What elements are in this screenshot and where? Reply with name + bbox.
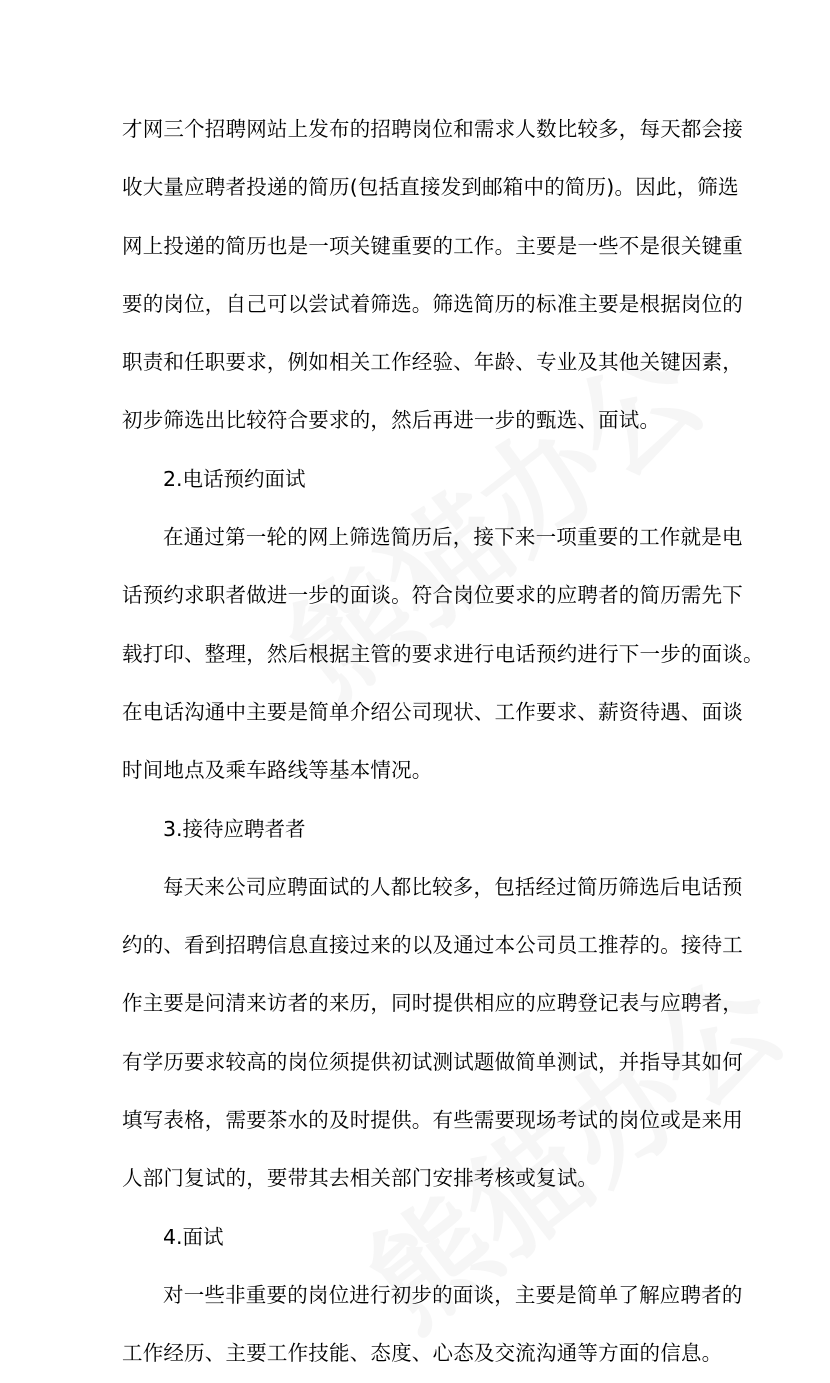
body-paragraph [122,1266,743,1383]
text-line: 收大量应聘者投递的简历(包括直接发到邮箱中的简历)。因此，筛选 [122,175,739,200]
text-line: 每天来公司应聘面试的人都比较多，包括经过简历筛选后电话预 [163,874,743,899]
text-line: 网上投递的简历也是一项关键重要的工作。主要是一些不是很关键重 [122,233,743,258]
text-line: 作主要是问清来访者的来历，同时提供相应的应聘登记表与应聘者， [122,991,743,1016]
text-line: 初步筛选出比较符合要求的，然后再进一步的甄选、面试。 [122,408,661,433]
text-line: 话预约求职者做进一步的面谈。符合岗位要求的应聘者的简历需先下 [122,583,743,608]
section-heading: 3.接待应聘者者 [163,816,306,841]
text-line: 填写表格，需要茶水的及时提供。有些需要现场考试的岗位或是来用 [122,1108,743,1133]
body-paragraph [122,858,743,1208]
text-line: 人部门复试的，要带其去相关部门安排考核或复试。 [122,1166,599,1191]
text-line: 要的岗位，自己可以尝试着筛选。筛选简历的标准主要是根据岗位的 [122,291,743,316]
body-paragraph [122,508,764,799]
body-paragraph [122,100,743,450]
text-line: 约的、看到招聘信息直接过来的以及通过本公司员工推荐的。接待工 [122,933,743,958]
section-heading: 2.电话预约面试 [163,466,306,491]
text-line: 才网三个招聘网站上发布的招聘岗位和需求人数比较多，每天都会接 [122,117,743,141]
text-line: 在通过第一轮的网上筛选简历后，接下来一项重要的工作就是电 [163,525,743,550]
text-line: 工作经历、主要工作技能、态度、心态及交流沟通等方面的信息。 [122,1341,723,1366]
text-line: 职责和任职要求，例如相关工作经验、年龄、专业及其他关键因素， [122,350,743,375]
text-line: 在电话沟通中主要是简单介绍公司现状、工作要求、薪资待遇、面谈 [122,699,743,724]
text-line: 对一些非重要的岗位进行初步的面谈，主要是简单了解应聘者的 [163,1282,743,1307]
section-heading: 4.面试 [163,1224,224,1249]
text-line: 有学历要求较高的岗位须提供初试测试题做简单测试，并指导其如何 [122,1049,743,1074]
document-body [122,100,764,1383]
text-line: 时间地点及乘车路线等基本情况。 [122,758,433,783]
text-line: 载打印、整理，然后根据主管的要求进行电话预约进行下一步的面谈。 [122,641,764,666]
